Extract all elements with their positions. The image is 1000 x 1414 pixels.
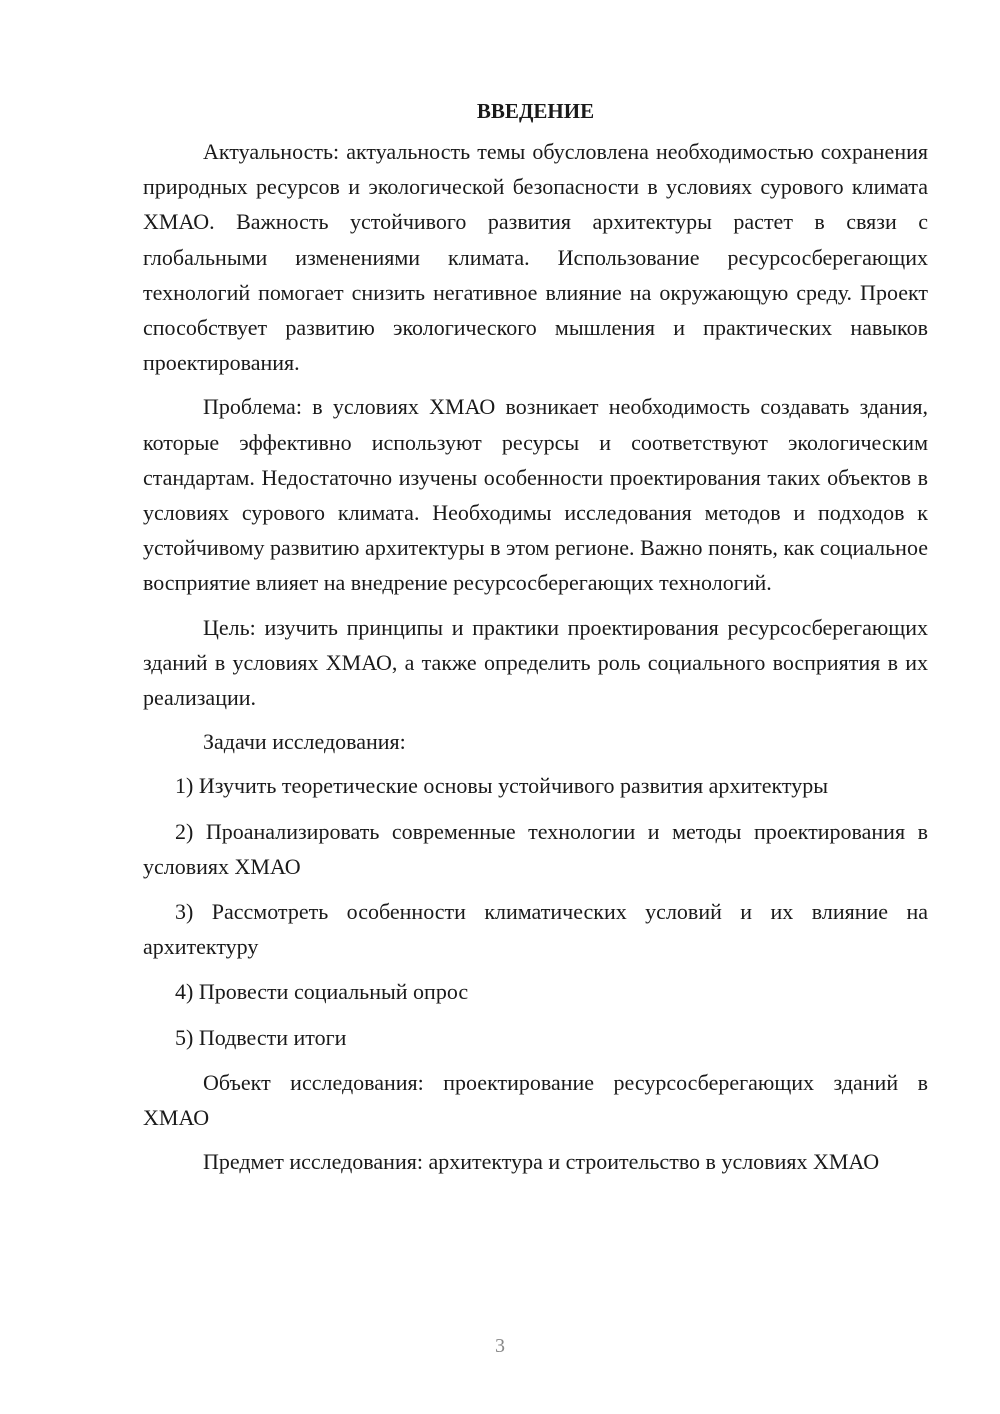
paragraph-relevance: Актуальность: актуальность темы обусловлена необходимостью сохранения природных ресурсов и экологической безопасности в условиях сурового климата ХМАО. Важность устойчивого развития архитектуры растет в связи с глобальными изменениями климата. Использование ресурсосберегающих технологий помогает снизить негативное влияние на окружающую среду. Проект способствует развитию экологического мышления и практических навыков проектирования. bbox=[143, 139, 928, 376]
task-item-5: 5) Подвести итоги bbox=[175, 1024, 347, 1050]
paragraph-object: Объект исследования: проектирование ресурсосберегающих зданий в ХМАО bbox=[143, 1069, 928, 1131]
page-content bbox=[143, 96, 928, 1188]
task-item-4: 4) Провести социальный опрос bbox=[175, 979, 469, 1005]
paragraph-tasks-heading: Задачи исследования: bbox=[203, 729, 406, 755]
task-item-2: 2) Проанализировать современные технологии и методы проектирования в условиях ХМАО bbox=[143, 818, 928, 879]
task-item-3: 3) Рассмотреть особенности климатических условий и их влияние на архитектуру bbox=[143, 899, 928, 960]
paragraph-goal: Цель: изучить принципы и практики проектирования ресурсосберегающих зданий в условиях ХМАО, а также определить роль социального восприятия в их реализации. bbox=[143, 614, 928, 711]
section-title: ВВЕДЕНИЕ bbox=[476, 99, 595, 123]
paragraph-problem: Проблема: в условиях ХМАО возникает необходимость создавать здания, которые эффективно используют ресурсы и соответствуют экологическим стандартам. Недостаточно изучены особенности проектирования таких объектов в условиях сурового климата. Необходимы исследования методов и подходов к устойчивому развитию архитектуры в этом регионе. Важно понять, как социальное восприятие влияет на внедрение ресурсосберегающих технологий. bbox=[143, 394, 928, 596]
page-number: 3 bbox=[495, 1335, 505, 1357]
paragraph-subject: Предмет исследования: архитектура и строительство в условиях ХМАО bbox=[203, 1149, 880, 1175]
task-item-1: 1) Изучить теоретические основы устойчивого развития архитектуры bbox=[175, 773, 829, 799]
